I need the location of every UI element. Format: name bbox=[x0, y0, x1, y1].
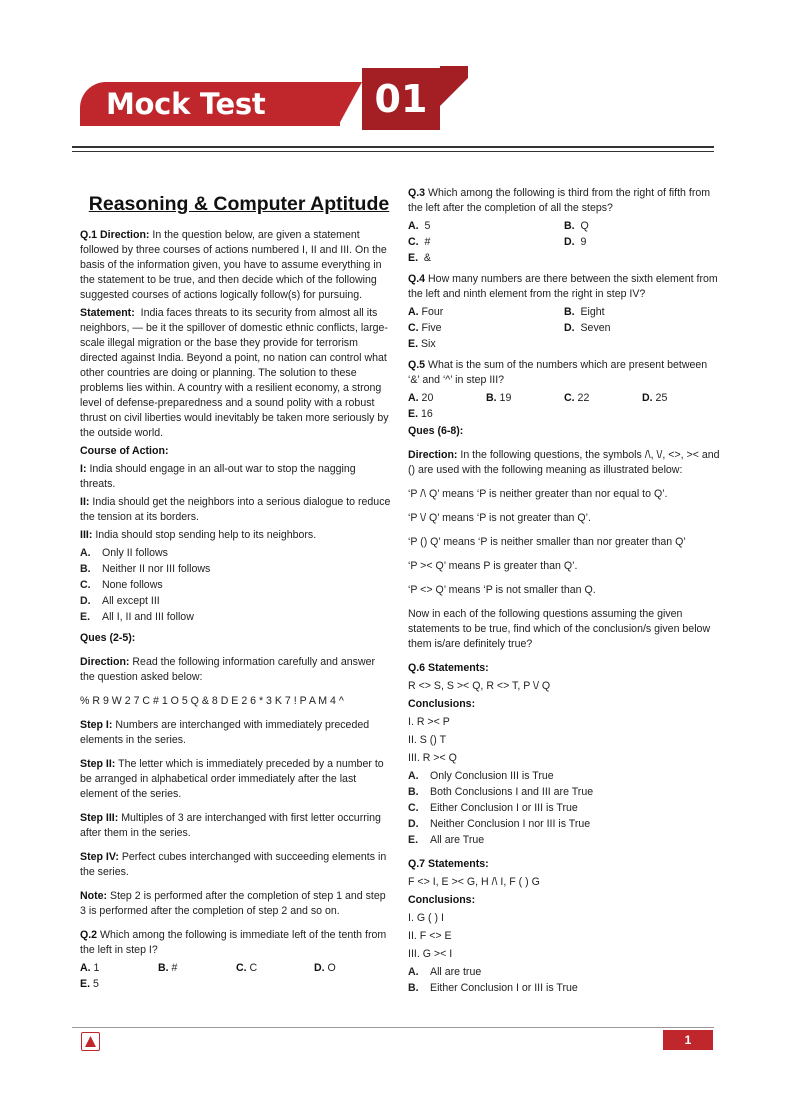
q7-statements: F <> I, E >< G, H /\ I, F ( ) G bbox=[408, 876, 540, 888]
symbol-rule: ‘P <> Q’ means ‘P is not smaller than Q. bbox=[408, 584, 596, 596]
option[interactable]: A. 20 bbox=[408, 392, 434, 404]
q5-text: Q.5 What is the sum of the numbers which are present between ‘&’ and ‘^’ in step III? bbox=[408, 359, 708, 386]
option[interactable]: E. & bbox=[408, 252, 431, 264]
option[interactable]: A. 5 bbox=[408, 220, 431, 232]
q4-options bbox=[408, 305, 720, 352]
ques-6-8-heading: Ques (6-8): bbox=[408, 425, 464, 437]
q6-statements: R <> S, S >< Q, R <> T, P \/ Q bbox=[408, 680, 551, 692]
option[interactable]: D. 25 bbox=[642, 392, 668, 404]
q2-text: Q.2 Which among the following is immediate left of the tenth from the left in step I? bbox=[80, 929, 387, 956]
option[interactable]: E. All are True bbox=[408, 834, 485, 846]
option[interactable]: D. All except III bbox=[80, 595, 160, 607]
conclusions-label: Conclusions: bbox=[408, 698, 476, 710]
step-item: Step I: Numbers are interchanged with immediately preceded elements in the series. bbox=[80, 719, 370, 746]
divider bbox=[72, 146, 714, 148]
q7-label: Q.7 Statements: bbox=[408, 858, 489, 870]
option[interactable]: B. 19 bbox=[486, 392, 512, 404]
option[interactable]: E. 5 bbox=[80, 978, 99, 990]
option[interactable]: B. Q bbox=[564, 220, 589, 232]
course-item: I: India should engage in an all-out war to stop the nagging threats. bbox=[80, 463, 356, 490]
option[interactable]: B. Eight bbox=[564, 306, 605, 318]
q1-statement: Statement: India faces threats to its security from almost all its neighbors, — be it the spillover of domestic ethnic conflicts, large-scale illegal migration or the base they provide for terrorism directed against India. Beyond a point, no nation can control what other countries are doing or planning. The solution to these problems lies within. A country with a resilient economy, a strong level of defense-preparedness and a sound polity with a robust thrust on civil liberties would inevitably be taken more seriously by the outside world. bbox=[80, 307, 389, 439]
q3-options bbox=[408, 219, 720, 266]
conclusion: II. F <> E bbox=[408, 930, 452, 942]
header-banner bbox=[80, 66, 428, 132]
note: Note: Step 2 is performed after the completion of step 1 and step 3 is performed after the completion of step 2 and so on. bbox=[80, 890, 386, 917]
option[interactable]: A. Only Conclusion III is True bbox=[408, 770, 554, 782]
course-item: III: India should stop sending help to its neighbors. bbox=[80, 529, 317, 541]
option[interactable]: C. C bbox=[236, 962, 258, 974]
option[interactable]: A. Four bbox=[408, 306, 444, 318]
divider bbox=[72, 151, 714, 152]
symbol-rule: ‘P /\ Q’ means ‘P is neither greater than nor equal to Q’. bbox=[408, 488, 668, 500]
option[interactable]: C. 22 bbox=[564, 392, 590, 404]
option[interactable]: D. Neither Conclusion I nor III is True bbox=[408, 818, 591, 830]
option[interactable]: B. # bbox=[158, 962, 178, 974]
option[interactable]: D. Seven bbox=[564, 322, 611, 334]
option[interactable]: E. All I, II and III follow bbox=[80, 611, 194, 623]
conclusion: III. R >< Q bbox=[408, 752, 457, 764]
ques-2-5-heading: Ques (2-5): bbox=[80, 632, 136, 644]
right-column bbox=[408, 186, 720, 997]
conclusion: II. S () T bbox=[408, 734, 447, 746]
option[interactable]: E. 16 bbox=[408, 408, 433, 420]
symbol-rule: ‘P () Q’ means ‘P is neither smaller than nor greater than Q’ bbox=[408, 536, 686, 548]
option[interactable]: A. All are true bbox=[408, 966, 482, 978]
symbol-rule: ‘P \/ Q’ means ‘P is not greater than Q’. bbox=[408, 512, 591, 524]
series: % R 9 W 2 7 C # 1 O 5 Q & 8 D E 2 6 * 3 K 7 ! P A M 4 ^ bbox=[80, 695, 344, 707]
option[interactable]: D. O bbox=[314, 962, 336, 974]
instruction: Now in each of the following questions assuming the given statements to be true, find which of the conclusion/s given below them is/are definitely true? bbox=[408, 608, 711, 650]
test-number: 01 bbox=[374, 77, 428, 121]
conclusion: III. G >< I bbox=[408, 948, 453, 960]
step-item: Step III: Multiples of 3 are interchanged with first letter occurring after them in the series. bbox=[80, 812, 381, 839]
option[interactable]: E. Six bbox=[408, 338, 436, 350]
option[interactable]: C. Either Conclusion I or III is True bbox=[408, 802, 578, 814]
option[interactable]: C. # bbox=[408, 236, 431, 248]
step-item: Step IV: Perfect cubes interchanged with succeeding elements in the series. bbox=[80, 851, 387, 878]
q5-options bbox=[408, 391, 720, 422]
conclusions-label: Conclusions: bbox=[408, 894, 476, 906]
symbol-rule: ‘P >< Q’ means P is greater than Q’. bbox=[408, 560, 578, 572]
option[interactable]: C. Five bbox=[408, 322, 442, 334]
option[interactable]: C. None follows bbox=[80, 579, 163, 591]
option[interactable]: B. Both Conclusions I and III are True bbox=[408, 786, 594, 798]
option[interactable]: A. 1 bbox=[80, 962, 100, 974]
ques-2-5-direction: Direction: Read the following information carefully and answer the question asked below: bbox=[80, 656, 376, 683]
q6-label: Q.6 Statements: bbox=[408, 662, 489, 674]
q4-text: Q.4 How many numbers are there between the sixth element from the left and ninth element from the right in step IV? bbox=[408, 273, 718, 300]
option[interactable]: D. 9 bbox=[564, 236, 587, 248]
q3-text: Q.3 Which among the following is third from the right of fifth from the left after the completion of all the steps? bbox=[408, 187, 711, 214]
course-item: II: India should get the neighbors into a serious dialogue to reduce the tension at its borders. bbox=[80, 496, 391, 523]
q2-options bbox=[80, 961, 392, 992]
option[interactable]: A. Only II follows bbox=[80, 547, 168, 559]
ques-6-8-direction: Direction: In the following questions, the symbols /\, \/, <>, >< and () are used with the following meaning as illustrated below: bbox=[408, 449, 720, 476]
publisher-logo-icon bbox=[81, 1032, 100, 1051]
option[interactable]: B. Neither II nor III follows bbox=[80, 563, 211, 575]
step-item: Step II: The letter which is immediately preceded by a number to be arranged in alphabetical order immediately after the last element of the series. bbox=[80, 758, 384, 800]
course-of-action-label: Course of Action: bbox=[80, 445, 169, 457]
section-title: Reasoning & Computer Aptitude bbox=[88, 193, 390, 215]
footer-divider bbox=[72, 1027, 714, 1028]
page-title: Mock Test bbox=[106, 87, 266, 121]
conclusion: I. G ( ) I bbox=[408, 912, 444, 924]
left-column bbox=[80, 188, 392, 994]
q1-direction: Q.1 Direction: In the question below, are given a statement followed by three courses of actions numbered I, II and III. On the basis of the information given, you have to assume everything in the statement to be true, and then decide which of the following suggested courses of actions logically follow(s) for pursuing. bbox=[80, 229, 387, 301]
conclusion: I. R >< P bbox=[408, 716, 450, 728]
page-number: 1 bbox=[663, 1030, 713, 1050]
option[interactable]: B. Either Conclusion I or III is True bbox=[408, 982, 578, 994]
